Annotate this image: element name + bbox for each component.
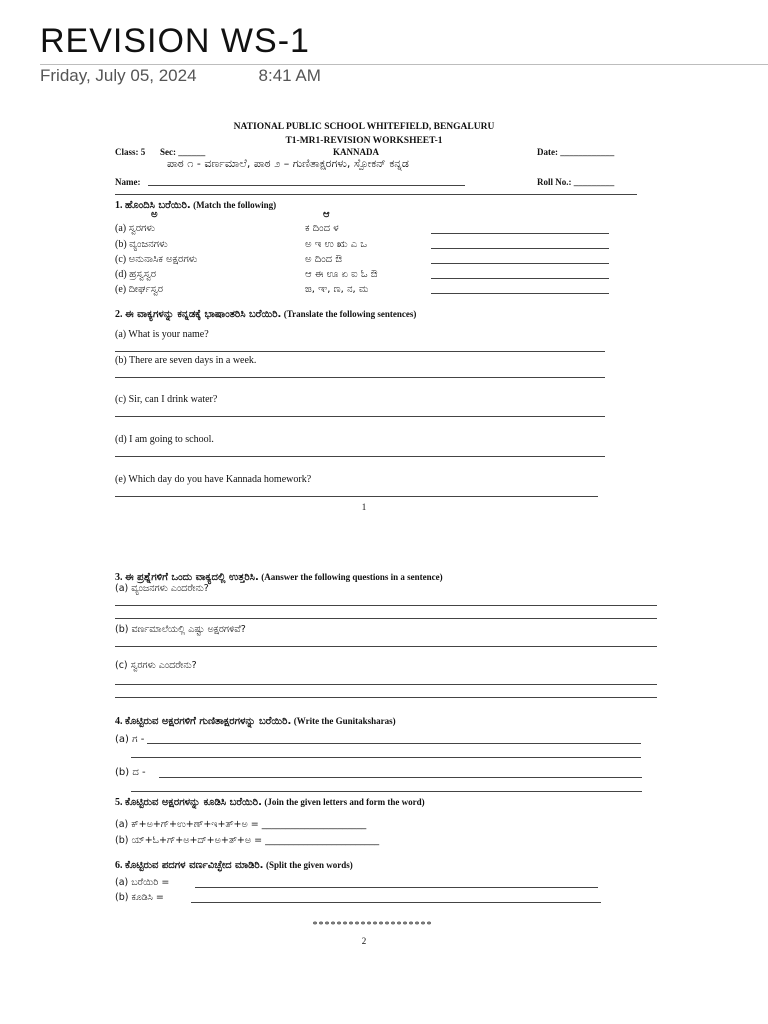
date-label: Date: ____________ (537, 147, 615, 157)
q4-item-b: (b) ದ - (115, 767, 146, 778)
match-row (115, 239, 168, 250)
q2-english: (Translate the following sentences) (283, 309, 417, 319)
answer-line (115, 697, 657, 698)
q2-item-e: (e) Which day do you have Kannada homework? (115, 474, 312, 485)
answer-line (115, 377, 605, 378)
match-left-item: ದೀರ್ಘಸ್ವರ (128, 284, 164, 295)
q1-heading (115, 200, 276, 211)
note-date: Friday, July 05, 2024 (40, 66, 197, 85)
answer-line (431, 233, 609, 234)
answer-line (159, 777, 642, 778)
match-right-item: ಙ, ಞ, ಣ, ನ, ಮ (305, 284, 369, 295)
match-left-item: ಹ್ರಸ್ವಸ್ವರ (129, 269, 157, 280)
q5-heading (115, 797, 425, 808)
match-row-label: (e) (115, 284, 127, 295)
q3-english: (Aanswer the following questions in a sentence) (261, 572, 443, 582)
answer-line (115, 351, 605, 352)
q3-kannada: ಈ ಪ್ರಶ್ನೆಗಳಿಗೆ ಒಂದು ವಾಕ್ಯದಲ್ಲಿ ಉತ್ತರಿಸಿ. (125, 572, 259, 583)
q2-item-d: (d) I am going to school. (115, 434, 214, 445)
answer-line (147, 743, 641, 744)
q6-item-b: (b) ಕೂಡಿಸಿ = (115, 892, 164, 903)
q6-item-a: (a) ಬರೆಯಿರಿ = (115, 877, 170, 888)
page-number: 1 (361, 502, 367, 512)
match-row-label: (b) (115, 239, 127, 250)
q2-heading (115, 309, 416, 320)
q2-kannada: ಈ ವಾಕ್ಯಗಳನ್ನು ಕನ್ನಡಕ್ಕೆ ಭಾಷಾಂತರಿಸಿ ಬರೆಯಿರಿ. (125, 309, 282, 320)
answer-line (195, 887, 598, 888)
match-row-label: (a) (115, 223, 127, 234)
answer-line (431, 293, 609, 294)
page-title: REVISION WS-1 (40, 22, 310, 60)
q4-number: 4. (115, 716, 123, 727)
q4-heading (115, 716, 396, 727)
q5-kannada: ಕೊಟ್ಟಿರುವ ಅಕ್ಷರಗಳನ್ನು ಕೂಡಿಸಿ ಬರೆಯಿರಿ. (125, 797, 262, 808)
match-row-label: (d) (115, 269, 127, 280)
q6-number: 6. (115, 860, 123, 871)
header-divider (115, 194, 637, 195)
name-line (148, 185, 465, 186)
answer-line (115, 496, 598, 497)
end-stars: ******************** (312, 920, 433, 931)
q3-heading (115, 572, 443, 583)
answer-line (131, 757, 641, 758)
note-datetime (40, 66, 321, 86)
q3-item-c: (c) ಸ್ವರಗಳು ಎಂದರೇನು? (115, 660, 197, 671)
q6-heading (115, 860, 353, 871)
match-right-item: ಆ ಈ ಊ ಏ ಐ ಓ ಔ (305, 269, 378, 280)
answer-line (431, 263, 609, 264)
q3-number: 3. (115, 572, 123, 583)
worksheet-title: T1-MR1-REVISION WORKSHEET-1 (285, 136, 443, 146)
match-right-item: ಅ ದಿಂದ ಔ (305, 254, 343, 265)
q3-item-a: (a) ವ್ಯಂಜನಗಳು ಎಂದರೇನು? (115, 583, 209, 594)
match-right-item: ಕ ದಿಂದ ಳ (305, 223, 339, 234)
q5-english: (Join the given letters and form the word) (264, 797, 425, 807)
answer-line (115, 605, 657, 606)
match-row (115, 284, 163, 295)
q2-item-b: (b) There are seven days in a week. (115, 355, 257, 366)
q3-item-b: (b) ವರ್ಣಮಾಲೆಯಲ್ಲಿ ಎಷ್ಟು ಅಕ್ಷರಗಳಿವೆ? (115, 624, 246, 635)
answer-line (191, 902, 601, 903)
class-label: Class: 5 (115, 147, 146, 157)
lesson-line: ಪಾಠ ೧ - ವರ್ಣಮಾಲೆ, ಪಾಠ ೨ – ಗುಣಿತಾಕ್ಷರಗಳು, ಸ್ಪೋಕನ್ ಕನ್ನಡ (167, 157, 409, 170)
page-number: 2 (361, 936, 367, 946)
match-row (115, 223, 155, 234)
q4-item-a: (a) ಗ - (115, 734, 145, 745)
name-label: Name: (115, 177, 141, 187)
match-row (115, 269, 156, 280)
answer-line (115, 456, 605, 457)
answer-line (115, 618, 657, 619)
answer-line (115, 684, 657, 685)
q5-item-b: (b) ಯ್+ಓ+ಗ್+ಅ+ದ್+ಅ+ತ್+ಅ = ________________________ (115, 835, 380, 846)
match-left-item: ಸ್ವರಗಳು (128, 223, 156, 234)
match-row (115, 254, 197, 265)
q2-number: 2. (115, 309, 123, 320)
title-divider (40, 64, 768, 65)
school-name: NATIONAL PUBLIC SCHOOL WHITEFIELD, BENGALURU (233, 122, 495, 132)
q1-column-a: ಅ (151, 209, 158, 220)
subject-label: KANNADA (333, 147, 379, 157)
q1-english: (Match the following) (193, 200, 277, 210)
sec-label: Sec: ______ (160, 147, 206, 157)
answer-line (131, 791, 642, 792)
q6-kannada: ಕೊಟ್ಟಿರುವ ಪದಗಳ ವರ್ಣವಿಚ್ಛೇದ ಮಾಡಿರಿ. (125, 860, 264, 871)
q5-item-a: (a) ಕ್+ಅ+ಗ್+ಉ+ಣ್+ಇ+ತ್+ಅ = ______________________ (115, 819, 367, 830)
answer-line (115, 416, 605, 417)
match-left-item: ಅನುನಾಸಿಕ ಅಕ್ಷರಗಳು (128, 254, 198, 265)
note-time: 8:41 AM (258, 66, 321, 85)
match-left-item: ವ್ಯಂಜನಗಳು (129, 239, 168, 250)
q4-english: (Write the Gunitaksharas) (293, 716, 396, 726)
answer-line (115, 646, 657, 647)
q4-kannada: ಕೊಟ್ಟಿರುವ ಅಕ್ಷರಗಳಿಗೆ ಗುಣಿತಾಕ್ಷರಗಳನ್ನು ಬರೆಯಿರಿ. (125, 716, 292, 727)
match-row-label: (c) (115, 254, 127, 265)
q1-kannada: ಹೊಂದಿಸಿ ಬರೆಯಿರಿ. (125, 200, 191, 211)
q1-number: 1. (115, 200, 123, 211)
answer-line (431, 278, 609, 279)
answer-line (431, 248, 609, 249)
q2-item-a: (a) What is your name? (115, 329, 209, 340)
roll-label: Roll No.: _________ (537, 177, 615, 187)
q2-item-c: (c) Sir, can I drink water? (115, 394, 218, 405)
q6-english: (Split the given words) (265, 860, 353, 870)
q1-column-b: ಆ (323, 209, 330, 220)
match-right-item: ಅ ಇ ಉ ಋ ಎ ಒ (305, 239, 368, 250)
q5-number: 5. (115, 797, 123, 808)
